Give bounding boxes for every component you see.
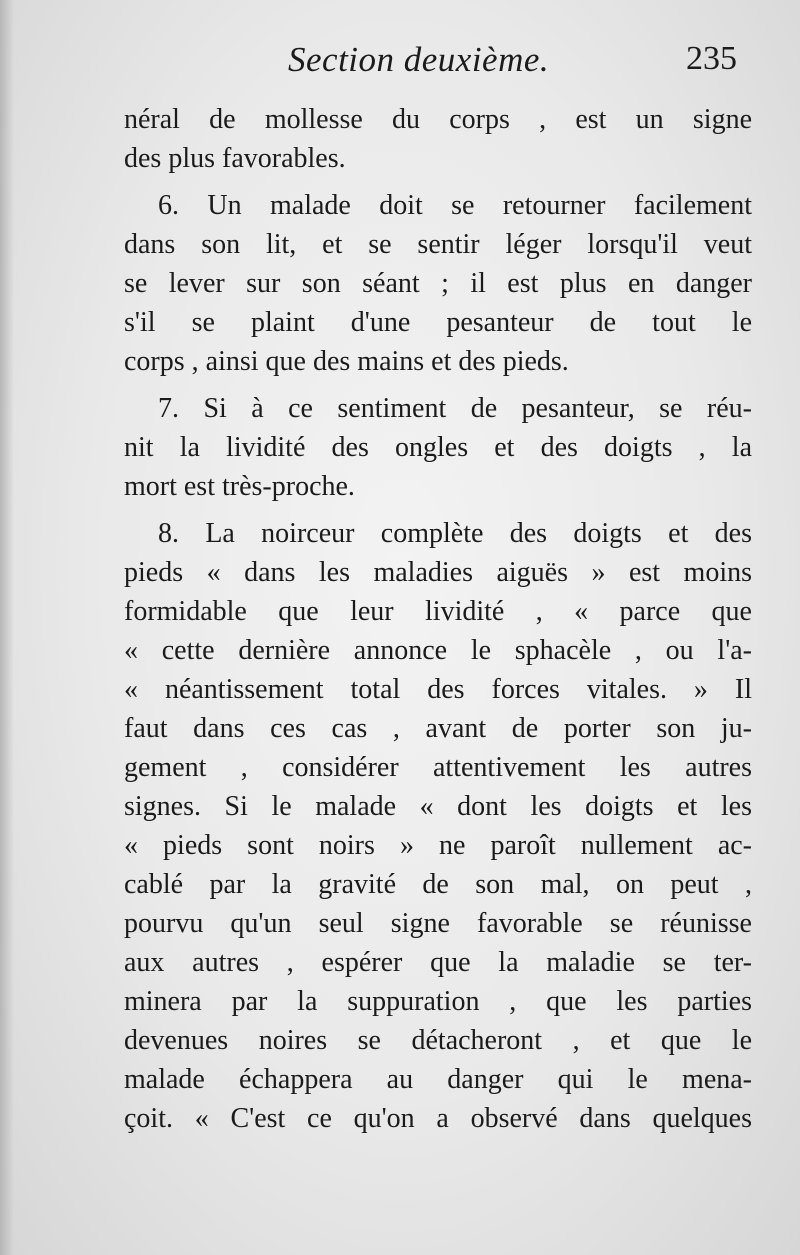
text-line: s'il se plaint d'une pesanteur de tout le [124,307,752,338]
paragraph-7 [124,389,752,506]
running-head: Section deuxième. [288,40,550,79]
text-line: néral de mollesse du corps , est un signe [124,104,752,135]
text-line: minera par la suppuration , que les parties [124,986,752,1017]
text-line: dans son lit, et se sentir léger lorsqu'il veut [124,229,752,260]
text-line: gement , considérer attentivement les autres [124,752,752,783]
text-line: des plus favorables. [124,143,346,174]
text-line: formidable que leur lividité , « parce que [124,596,752,627]
text-line: 6. Un malade doit se retourner facilement [158,190,752,221]
text-line: nit la lividité des ongles et des doigts , la [124,432,752,463]
page-number: 235 [686,40,737,77]
text-line: çoit. « C'est ce qu'on a observé dans quelques [124,1103,752,1134]
text-line: cablé par la gravité de son mal, on peut , [124,869,752,900]
text-line: « pieds sont noirs » ne paroît nullement ac- [124,830,752,861]
text-line: signes. Si le malade « dont les doigts et les [124,791,752,822]
text-line: corps , ainsi que des mains et des pieds. [124,346,569,377]
text-line: 8. La noirceur complète des doigts et des [158,518,752,549]
page-edge-shadow [0,0,14,1255]
text-line: « néantissement total des forces vitales. » Il [124,674,752,705]
text-line: aux autres , espérer que la maladie se ter- [124,947,752,978]
paragraph-continuation [124,100,752,178]
text-line: pieds « dans les maladies aiguës » est moins [124,557,752,588]
text-line: se lever sur son séant ; il est plus en danger [124,268,752,299]
paragraph-8 [124,514,752,1138]
text-line: « cette dernière annonce le sphacèle , ou l'a- [124,635,752,666]
text-line: faut dans ces cas , avant de porter son ju- [124,713,752,744]
text-line: malade échappera au danger qui le mena- [124,1064,752,1095]
text-line: devenues noires se détacheront , et que le [124,1025,752,1056]
paragraph-6 [124,186,752,381]
text-line: 7. Si à ce sentiment de pesanteur, se réu- [158,393,752,424]
body-text [124,100,752,1138]
text-line: pourvu qu'un seul signe favorable se réunisse [124,908,752,939]
text-line: mort est très-proche. [124,471,355,502]
page-header [0,34,800,82]
